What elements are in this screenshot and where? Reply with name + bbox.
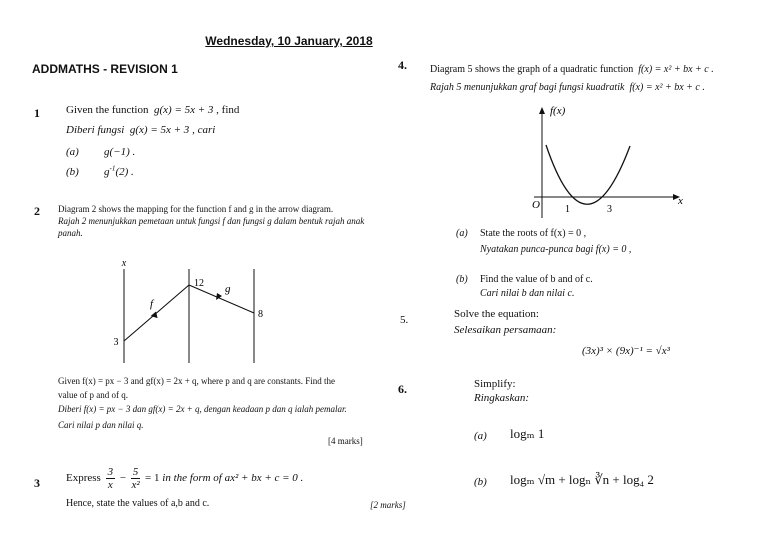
quadratic-graph [520,100,700,225]
arrow-diagram-label-g: g [225,283,231,295]
question-3-text: Express $\frac{3}{x}$ − $\frac{5}{\text{x²}}$ = 1 in the form of ax² + bx + c = 0 . [66,466,304,491]
question-3-line-2: Hence, state the values of a,b and c. [66,498,210,509]
question-2-number: 2 [34,204,40,218]
graph-y-label: f(x) [550,105,566,117]
graph-root-1-label: 1 [565,204,570,215]
question-2-marks: [4 marks] [328,436,363,446]
arrow-diagram [110,255,280,365]
question-1-text: Given the function g(x) = 5x + 3 , find [66,104,240,116]
graph-origin-label: O [532,199,540,211]
question-4-number: 4. [398,58,407,72]
question-2-intro-malay-2: panah. [58,228,83,238]
question-4a-text: State the roots of f(x) = 0 , [480,228,587,239]
question-2-given-2: value of p and of q. [58,390,128,400]
graph-x-label: x [678,195,683,207]
graph-y-axis-arrow [539,107,545,114]
question-6-text-malay: Ringkaskan: [474,392,529,404]
fraction-5-over-x-squared: $\frac{5}{\text{x²}}$ [131,466,140,491]
arrow-diagram-value-mid: 12 [194,278,204,289]
question-2-intro: Diagram 2 shows the mapping for the function f and g in the arrow diagram. [58,204,334,214]
question-6-text: Simplify: [474,378,516,390]
question-6b-label: (b) [474,476,487,488]
question-1a-label: (a) [66,146,79,158]
question-4a-text-malay: Nyatakan punca-punca bagi f(x) = 0 , [480,244,632,255]
document-date: Wednesday, 10 January, 2018 [205,34,373,48]
question-4-text: Diagram 5 shows the graph of a quadratic function f(x) = x² + bx + c . [430,64,714,75]
question-1b-text: $g^{-1}(2)$ . [104,164,134,178]
fraction-3-over-x: $\frac{3}{x}$ [107,466,114,491]
question-6a-label: (a) [474,430,487,442]
question-2-given: Given f(x) = px − 3 and gf(x) = 2x + q, where p and q are constants. Find the [58,376,335,386]
question-5-equation: (3x)³ × (9x)⁻¹ = √x³ [582,345,670,357]
question-2-intro-malay-1: Rajah 2 menunjukkan pemetaan untuk fungsi f dan fungsi g dalam bentuk rajah anak [58,216,365,226]
arrow-diagram-value-start: 3 [113,337,119,348]
question-5-text-malay: Selesaikan persamaan: [454,324,557,336]
question-6-number: 6. [398,382,407,396]
arrow-f-head [151,312,160,321]
document-title: ADDMATHS - REVISION 1 [32,62,178,76]
question-5-number: 5. [400,314,409,326]
question-4b-label: (b) [456,274,468,285]
question-2-given-malay-2: Cari nilai p dan nilai q. [58,420,144,430]
question-6b-expression: logₘ √m + logₙ ∛n + log₄ 2 [510,472,654,487]
graph-root-2-label: 3 [607,204,612,215]
arrow-diagram-axis-label: x [121,258,127,269]
quadratic-curve [546,145,630,204]
question-3-number: 3 [34,476,40,490]
question-4a-label: (a) [456,228,468,239]
question-1a-text: g(−1) . [104,146,136,158]
question-5-text: Solve the equation: [454,308,539,320]
question-1b-label: (b) [66,166,79,178]
arrow-diagram-label-f: f [150,298,154,310]
question-6a-expression: logₘ 1 [510,426,545,441]
question-4-text-malay: Rajah 5 menunjukkan graf bagi fungsi kuadratik f(x) = x² + bx + c . [430,82,705,93]
question-1-number: 1 [34,106,40,120]
question-3-marks: [2 marks] [370,500,406,510]
question-1-text-malay: Diberi fungsi g(x) = 5x + 3 , cari [66,124,216,136]
question-2-given-malay: Diberi f(x) = px − 3 dan gf(x) = 2x + q, dengan keadaan p dan q ialah pemalar. [58,404,347,414]
arrow-diagram-value-end: 8 [258,309,263,320]
question-4b-text: Find the value of b and of c. [480,274,593,285]
question-4b-text-malay: Cari nilai b dan nilai c. [480,288,575,299]
